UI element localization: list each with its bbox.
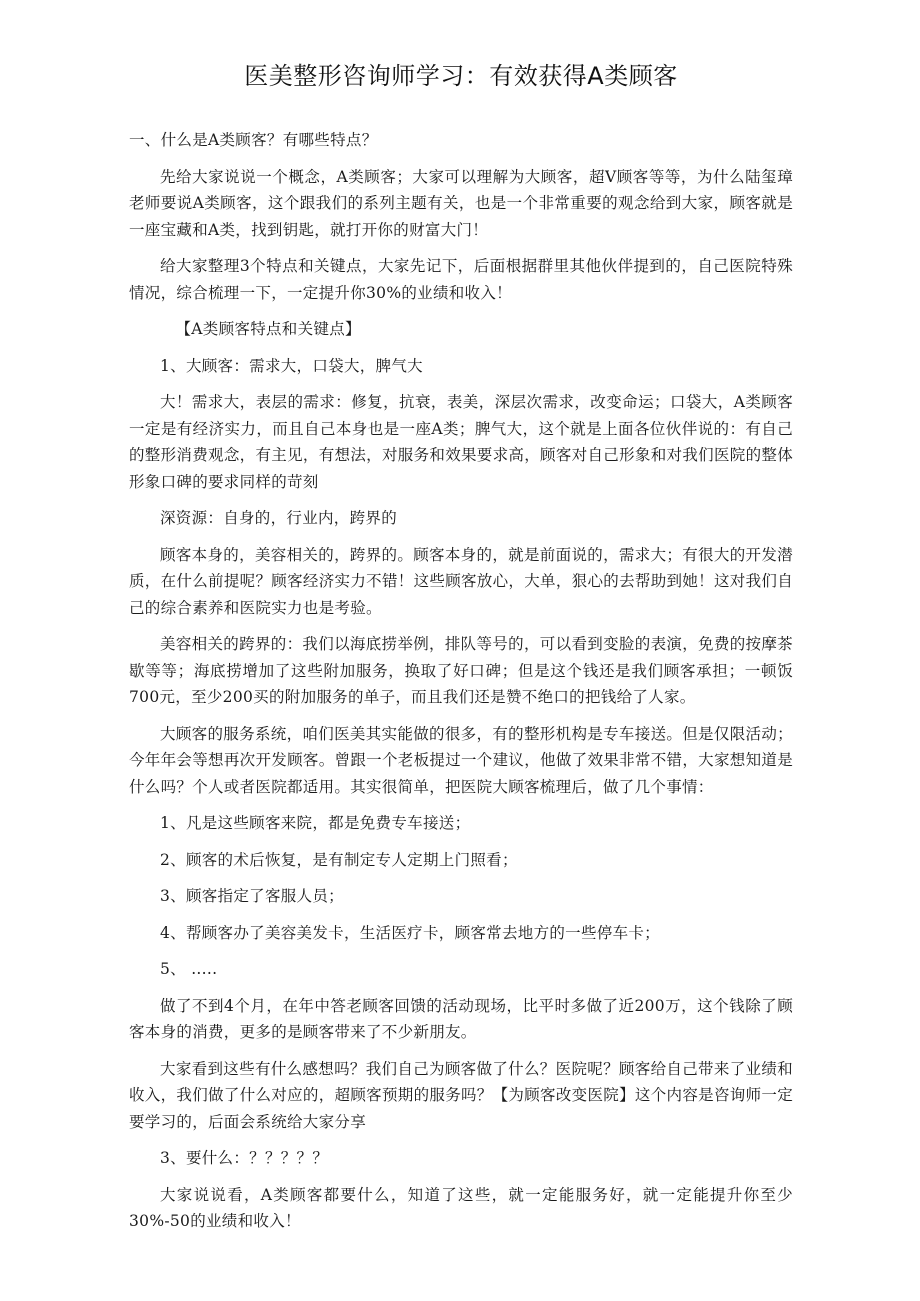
document-title: 医美整形咨询师学习：有效获得A类顾客	[244, 62, 678, 90]
paragraph: 大顾客的服务系统，咱们医美其实能做的很多，有的整形机构是专车接送。但是仅限活动；今年年会等想再次开发顾客。曾跟一个老板提过一个建议，他做了效果非常不错，大家想知道是什么吗？个人或者医院都适用。其实很简单，把医院大顾客梳理后，做了几个事情：	[129, 724, 793, 796]
subsection-heading: 【A类顾客特点和关键点】	[175, 320, 361, 338]
list-item: 3、顾客指定了客服人员；	[160, 887, 344, 905]
paragraph: 美容相关的跨界的：我们以海底捞举例，排队等号的，可以看到变脸的表演，免费的按摩茶歇等等；海底捞增加了这些附加服务，换取了好口碑；但是这个钱还是我们顾客承担；一顿饭700元，至少200买的附加服务的单子，而且我们还是赞不绝口的把钱给了人家。	[129, 635, 793, 706]
paragraph: 大！需求大，表层的需求：修复，抗衰，表美，深层次需求，改变命运；口袋大，A类顾客一定是有经济实力，而且自己本身也是一座A类；脾气大，这个就是上面各位伙伴说的：有自己的整形消费观念，有主见，有想法，对服务和效果要求高，顾客对自己形象和对我们医院的整体形象口碑的要求同样的苛刻	[129, 393, 793, 491]
document-page	[129, 56, 793, 1245]
paragraph: 深资源：自身的，行业内，跨界的	[160, 509, 398, 527]
list-heading: 3、要什么：？？？？？	[160, 1149, 329, 1167]
paragraph: 做了不到4个月，在年中答老顾客回馈的活动现场，比平时多做了近200万，这个钱除了顾客本身的消费，更多的是顾客带来了不少新朋友。	[129, 996, 793, 1041]
list-heading: 1、大顾客：需求大，口袋大，脾气大	[160, 356, 423, 375]
paragraph: 顾客本身的，美容相关的，跨界的。顾客本身的，就是前面说的，需求大；有很大的开发潜质，在什么前提呢？顾客经济实力不错！这些顾客放心，大单，狠心的去帮助到她！这对我们自己的综合素养和医院实力也是考验。	[129, 545, 793, 617]
paragraph: 大家看到这些有什么感想吗？我们自己为顾客做了什么？医院呢？顾客给自己带来了业绩和收入，我们做了什么对应的，超顾客预期的服务吗？【为顾客改变医院】这个内容是咨询师一定要学习的，后面会系统给大家分享	[129, 1059, 793, 1131]
list-item: 5、 .....	[160, 960, 218, 978]
list-item: 2、顾客的术后恢复，是有制定专人定期上门照看；	[160, 850, 518, 869]
list-item: 1、凡是这些顾客来院，都是免费专车接送；	[160, 814, 471, 832]
section-heading: 一、什么是A类顾客？有哪些特点？	[129, 131, 378, 149]
list-item: 4、帮顾客办了美容美发卡，生活医疗卡，顾客常去地方的一些停车卡；	[160, 923, 660, 942]
paragraph: 大家说说看，A类顾客都要什么，知道了这些，就一定能服务好，就一定能提升你至少30%-50的业绩和收入！	[129, 1185, 793, 1230]
document-body	[129, 127, 793, 1235]
paragraph: 给大家整理3个特点和关键点，大家先记下，后面根据群里其他伙伴提到的，自己医院特殊情况，综合梳理一下，一定提升你30%的业绩和收入！	[129, 257, 793, 302]
paragraph: 先给大家说说一个概念，A类顾客；大家可以理解为大顾客，超V顾客等等，为什么陆玺璋老师要说A类顾客，这个跟我们的系列主题有关，也是一个非常重要的观念给到大家，顾客就是一座宝藏和A类，找到钥匙，就打开你的财富大门！	[129, 167, 793, 239]
